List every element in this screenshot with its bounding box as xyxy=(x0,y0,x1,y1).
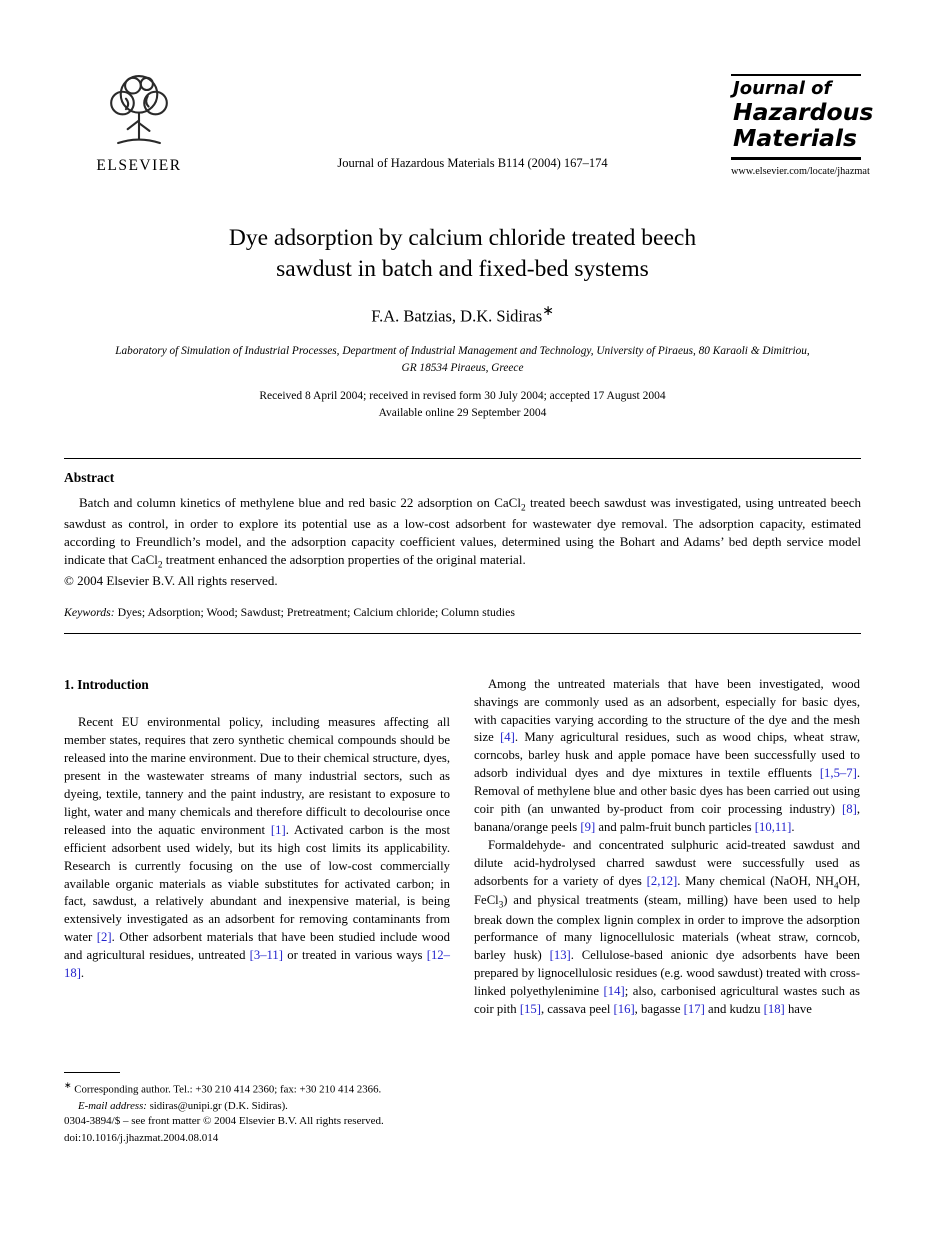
article-history xyxy=(0,388,925,423)
authors-line xyxy=(0,303,925,327)
citation-link[interactable]: [1] xyxy=(270,822,286,837)
citation-link[interactable]: [13] xyxy=(549,948,571,963)
footnote-star: ∗ xyxy=(64,1080,72,1090)
masthead xyxy=(0,0,925,177)
citation-link[interactable]: [4] xyxy=(500,730,515,745)
journal-website-link[interactable]: www.elsevier.com/locate/jhazmat xyxy=(731,165,870,177)
citation-link[interactable]: [2] xyxy=(96,930,112,945)
affiliation-line1: Laboratory of Simulation of Industrial Processes, Department of Industrial Management and Technology, University of Piraeus, 80 Karaoli & Dimitriou, xyxy=(115,345,810,358)
available-online: Available online 29 September 2004 xyxy=(378,407,547,420)
email-label: E-mail address: xyxy=(78,1099,147,1112)
title-line2: sawdust in batch and fixed-bed systems xyxy=(276,255,649,282)
author-names: F.A. Batzias, D.K. Sidiras xyxy=(371,306,543,326)
affiliation-line2: GR 18534 Piraeus, Greece xyxy=(401,361,524,374)
elsevier-wordmark: ELSEVIER xyxy=(96,157,182,174)
elsevier-logo xyxy=(64,70,214,175)
footnote-contact xyxy=(64,1079,466,1098)
citation-link[interactable]: [8] xyxy=(842,802,857,817)
citation-link[interactable]: [1,5–7] xyxy=(819,766,857,781)
citation-link[interactable]: [16] xyxy=(613,1002,635,1017)
intro-paragraph-1: Recent EU environmental policy, including measures affecting all member states, requires that zero synthetic chemical compounds should be released into the marine environment. Due to their chemical structure, dyes, present in the wastewater streams of many industrial sectors, such as dyeing, textile, tannery and the paint industry, are resistant to exposure to light, water and many chemicals and therefore difficult to decolourise once released into the aquatic environment [1]. Activated carbon is the most efficient adsorbent used widely, but its high cost limits its applicability. Research is currently focusing on the use of low-cost commercially available organic materials as viable substitutes for activated carbon; in fact, sawdust, a relatively abundant and inexpensive material, is being extensively investigated as an adsorbent for removing contaminants from water [2]. Other adsorbent materials that have been studied include wood and agricultural residues, untreated [3–11] or treated in various ways [12–18]. xyxy=(64,715,450,981)
intro-paragraph-2: Among the untreated materials that have been investigated, wood shavings are commonly used as an adsorbent, especially for basic dyes, with capacities varying according to the structure of the dye and the mesh size [4]. Many agricultural residues, such as wood chips, wheat straw, corncobs, barley husk and apple pomace have been successfully used to adsorb individual dyes and dye mixtures in textile effluents [1,5–7]. Removal of methylene blue and other basic dyes has been carried out using coir pith (an unwanted by-product from coir processing industry) [8], banana/orange peels [9] and palm-fruit bunch particles [10,11]. xyxy=(474,676,861,835)
received-dates: Received 8 April 2004; received in revised form 30 July 2004; accepted 17 August 2004 xyxy=(259,390,666,403)
body-columns xyxy=(64,676,861,1019)
corresponding-author-mark: ∗ xyxy=(542,302,554,318)
keywords-label: Keywords: xyxy=(64,604,115,619)
journal-logo-block xyxy=(731,74,874,177)
copyright-footer xyxy=(64,1113,384,1147)
journal-logo-line2: Hazardous xyxy=(733,98,874,127)
citation-link[interactable]: [15] xyxy=(519,1002,541,1017)
journal-logo-line1: Journal of xyxy=(733,78,832,99)
citation-link[interactable]: [10,11] xyxy=(754,820,792,835)
intro-paragraph-3: Formaldehyde- and concentrated sulphuric acid-treated sawdust and dilute acid-hydrolysed charred sawdust were successfully used as adsorbents for a variety of dyes [2,12]. Many chemical (NaOH, $NH_4OH$, FeCl$_3$) and physical treatments (steam, milling) have been used to help break down the complex lignin complex in order to improve the adsorption performance of many lignocellulosic materials (wheat straw, corncob, barley husk) [13]. Cellulose-based anionic dye adsorbents have been prepared by lignocellulosic residues (e.g. wood sawdust) treated with cross-linked polyethylenimine [14]; also, carbonised agricultural wastes such as coir pith [15], cassava peel [16], bagasse [17] and kudzu [18] have xyxy=(474,837,860,1017)
left-column xyxy=(64,676,450,1019)
email-suffix: (D.K. Sidiras). xyxy=(221,1099,288,1112)
corresponding-author-footnote xyxy=(64,1072,466,1114)
citation-link[interactable]: [3–11] xyxy=(249,948,283,963)
abstract-text: Batch and column kinetics of methylene blue and red basic 22 adsorption on CaCl$_2$ treated beech sawdust was investigated, using untreated beech sawdust as control, in order to explore its potential use as a low-cost adsorbent for wastewater dye removal. The adsorption capacity, estimated according to Freundlich’s model, and the adsorption capacity coefficient values, determined using the Bohart and Adams’ bed depth service model indicate that CaCl$_2$ treatment enhanced the adsorption properties of the original material. xyxy=(64,494,861,571)
abstract-heading: Abstract xyxy=(64,469,115,485)
footnote-tel-fax: Corresponding author. Tel.: +30 210 414 2360; fax: +30 210 414 2366. xyxy=(71,1083,382,1096)
journal-logo-line3: Materials xyxy=(733,124,857,153)
citation-link[interactable]: [9] xyxy=(580,820,596,835)
title-line1: Dye adsorption by calcium chloride treated beech xyxy=(228,224,697,251)
right-column xyxy=(474,676,860,1019)
citation-link[interactable]: [17] xyxy=(683,1002,705,1017)
citation-link[interactable]: [2,12] xyxy=(646,873,678,888)
citation-link[interactable]: [18] xyxy=(763,1002,785,1017)
doi-line: doi:10.1016/j.jhazmat.2004.08.014 xyxy=(64,1132,219,1145)
journal-logo xyxy=(731,74,874,160)
elsevier-tree-icon xyxy=(95,137,183,154)
email-address-link[interactable]: sidiras@unipi.gr xyxy=(146,1099,222,1112)
page-title xyxy=(0,223,925,285)
citation-link[interactable]: [12–18] xyxy=(64,948,450,981)
section-heading-introduction: 1. Introduction xyxy=(64,676,149,692)
journal-citation-line: Journal of Hazardous Materials B114 (2004) 167–174 xyxy=(337,156,608,170)
footnote-email-line xyxy=(64,1098,466,1114)
abstract-body xyxy=(64,494,861,590)
citation-link[interactable]: [14] xyxy=(603,984,625,999)
keywords-list: Dyes; Adsorption; Wood; Sawdust; Pretreatment; Calcium chloride; Column studies xyxy=(117,604,515,619)
affiliation xyxy=(0,343,925,376)
footnote-rule xyxy=(64,1072,120,1073)
abstract-copyright: © 2004 Elsevier B.V. All rights reserved. xyxy=(64,572,278,588)
keywords-line xyxy=(64,605,861,620)
divider-rule-keywords xyxy=(64,633,861,634)
issn-line: 0304-3894/$ – see front matter © 2004 Elsevier B.V. All rights reserved. xyxy=(64,1115,384,1127)
divider-rule-top xyxy=(64,458,861,459)
